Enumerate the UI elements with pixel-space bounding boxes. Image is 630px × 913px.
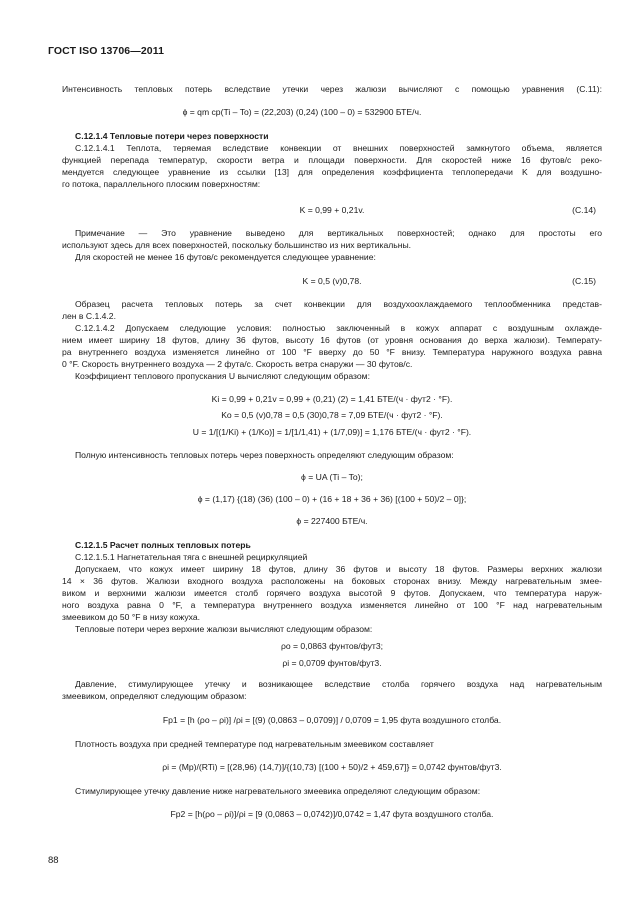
text-line: го потока, параллельного плоским поверхностям: [62, 179, 261, 189]
formula-line: ϕ = UA (Ti – To); [301, 472, 363, 482]
formula-line: K = 0,99 + 0,21v. [299, 205, 365, 215]
formula-line: Fp2 = [h(ρo – ρi)]/ρi = [9 (0,0863 – 0,0742)]/0,0742 = 1,47 фута воздушного столба. [170, 809, 494, 819]
note-line: используют здесь для всех поверхностей, поскольку большинство из них вертикальны. [62, 240, 412, 250]
formula-line: ρi = (Mp)/(RTi) = [(28,96) (14,7)]/{(10,73) [(100 + 50)/2 + 459,67]} = 0,0742 фунтов/фут3. [162, 762, 502, 772]
text-line: змеевиком, определяют следующим образом: [62, 691, 247, 701]
formula-line: Ko = 0,5 (v)0,78 = 0,5 (30)0,78 = 7,09 БТЕ/(ч · фут2 · °F). [221, 410, 443, 420]
formula-line: ϕ = (1,17) {(18) (36) (100 – 0) + (16 + 18 + 36 + 36) [(100 + 50)/2 – 0]}; [197, 494, 467, 504]
formula-line: ϕ = 227400 БТЕ/ч. [296, 516, 368, 526]
formula-line: U = 1/[(1/Ki) + (1/Ko)] = 1/[1/1,41) + (1/7,09)] = 1,176 БТЕ/(ч · фут2 · °F). [192, 427, 472, 437]
formula-line: ρo = 0,0863 фунтов/фут3; [280, 641, 384, 651]
text-line: ра внутреннего воздуха изменяется линейно от 100 °F вверху до 50 °F внизу. Температура наружного воздуха равна [62, 347, 602, 357]
text-line: нием имеет ширину 18 футов, длину 36 футов, высоту 16 футов (от уровня основания до верха жалюзи). Температу- [62, 335, 602, 345]
formula-line: Fp1 = [h (ρo – ρi)] /ρi = [(9) (0,0863 – 0,0709)] / 0,0709 = 1,95 фута воздушного столба. [162, 715, 502, 725]
formula-line: ϕ = qm cp(Ti – To) = (22,203) (0,24) (100 – 0) = 532900 БТЕ/ч. [182, 107, 422, 117]
formula-line: K = 0,5 (v)0,78. [302, 276, 362, 286]
text-line: Плотность воздуха при средней температуре под нагревательным змеевиком составляет [75, 739, 434, 749]
text-line: С.12.1.4.2 Допускаем следующие условия: полностью заключенный в кожух аппарат с воздушным охлажде- [75, 323, 602, 333]
formula-line: Ki = 0,99 + 0,21v = 0,99 + (0,21) (2) = 1,41 БТЕ/(ч · фут2 · °F). [211, 394, 453, 404]
text-line: Допускаем, что кожух имеет ширину 18 футов, длину 36 футов и высоту 18 футов. Размеры верхних жалюзи [75, 564, 602, 574]
text-line: функцией перепада температур, скорости ветра и площади поверхности. Для скоростей ниже 16 футов/с реко- [62, 155, 602, 165]
subsection-heading: С.12.1.5.1 Нагнетательная тяга с внешней рециркуляцией [75, 552, 308, 562]
page-number: 88 [48, 855, 59, 866]
text-line: ного воздуха равна 0 °F, а температура внутреннего воздуха изменяется линейно от 100 °F над нагревательным [62, 600, 602, 610]
text-line: Для скоростей не менее 16 футов/с рекомендуется следующее уравнение: [75, 252, 376, 262]
equation-number: (C.15) [572, 276, 596, 286]
note-line: Примечание — Это уравнение выведено для вертикальных поверхностей; однако для простоты его [75, 228, 602, 238]
section-heading: С.12.1.4 Тепловые потери через поверхности [75, 131, 269, 141]
text-line: Интенсивность тепловых потерь вследствие утечки через жалюзи вычисляют с помощью уравнения (С.11): [62, 84, 602, 94]
text-line: Тепловые потери через верхние жалюзи вычисляют следующим образом: [75, 624, 373, 634]
text-line: С.12.1.4.1 Теплота, теряемая вследствие конвекции от внешних поверхностей замкнутого объема, является [75, 143, 602, 153]
formula-line: ρi = 0,0709 фунтов/фут3. [282, 658, 382, 668]
section-heading: С.12.1.5 Расчет полных тепловых потерь [75, 540, 251, 550]
text-line: Коэффициент теплового пропускания U вычисляют следующим образом: [75, 371, 370, 381]
document-header: ГОСТ ISO 13706—2011 [48, 45, 165, 57]
text-line: 14 × 36 футов. Жалюзи входного воздуха расположены на боковых сторонах внизу. Между нагревательным змее- [62, 576, 602, 586]
text-line: Стимулирующее утечку давление ниже нагревательного змеевика определяют следующим образом: [75, 786, 481, 796]
text-line: виком и верхними жалюзи имеется столб горячего воздуха высотой 9 футов. Допускаем, что температура наруж- [62, 588, 602, 598]
equation-number: (C.14) [572, 205, 596, 215]
text-line: Полную интенсивность тепловых потерь через поверхность определяют следующим образом: [75, 450, 454, 460]
text-line: мендуется следующее уравнение из ссылки [13] для определения коэффициента теплопередачи K для воздушно- [62, 167, 602, 177]
text-line: 0 °F. Скорость внутреннего воздуха — 2 фута/с. Скорость ветра снаружи — 30 футов/с. [62, 359, 413, 369]
text-line: Давление, стимулирующее утечку и возникающее вследствие столба горячего воздуха над нагревательным [75, 679, 602, 689]
text-line: змеевиком до 50 °F в низу кожуха. [62, 612, 200, 622]
text-line: лен в С.1.4.2. [62, 311, 116, 321]
text-line: Образец расчета тепловых потерь за счет конвекции для воздухоохлаждаемого теплообменника представ- [75, 299, 602, 309]
